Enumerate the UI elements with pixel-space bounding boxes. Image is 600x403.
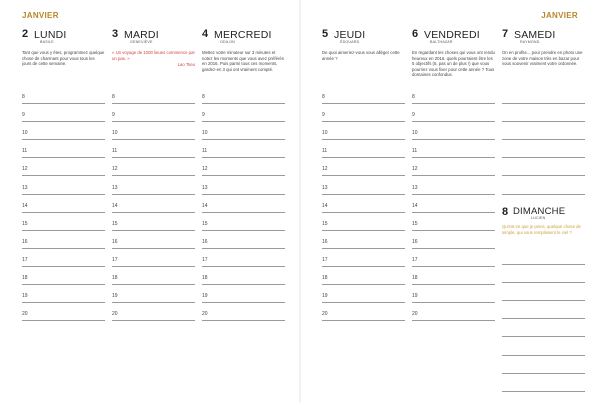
hour-row[interactable] bbox=[412, 145, 495, 158]
hour-label: 8 bbox=[322, 94, 325, 100]
hour-row[interactable] bbox=[112, 218, 195, 231]
hour-row[interactable] bbox=[202, 109, 285, 122]
hour-label: 12 bbox=[22, 166, 28, 173]
hour-label: 9 bbox=[412, 112, 415, 119]
day-prompt: On en profite... pour prendre en photo une zone de votre maison très en bazar pour vous souvenir vraiment votre ordonnée. bbox=[502, 50, 583, 67]
saint-name: ODILON bbox=[220, 40, 235, 44]
hour-row[interactable] bbox=[322, 290, 405, 303]
hour-row[interactable] bbox=[112, 200, 195, 213]
hour-label: 10 bbox=[322, 130, 328, 137]
hour-label: 13 bbox=[112, 184, 118, 191]
hour-label: 19 bbox=[412, 293, 418, 300]
day-number: 6 bbox=[412, 28, 419, 40]
hour-label: 20 bbox=[412, 311, 418, 318]
saint-name: BASILE bbox=[40, 40, 54, 44]
hour-label: 19 bbox=[322, 293, 328, 300]
hour-row[interactable] bbox=[322, 218, 405, 231]
hour-row[interactable] bbox=[322, 236, 405, 249]
saint-name: LUCIEN bbox=[531, 216, 546, 220]
hour-label: 13 bbox=[412, 184, 418, 191]
hour-row[interactable] bbox=[412, 254, 495, 267]
hour-row[interactable] bbox=[322, 163, 405, 176]
hour-label: 16 bbox=[22, 238, 28, 245]
hour-label: 18 bbox=[112, 275, 118, 281]
hour-row[interactable] bbox=[322, 145, 405, 158]
hour-label: 17 bbox=[112, 256, 118, 263]
hour-label: 9 bbox=[202, 112, 205, 119]
hour-row[interactable] bbox=[112, 127, 195, 140]
hour-row[interactable] bbox=[202, 272, 285, 285]
hour-row[interactable] bbox=[202, 200, 285, 213]
hour-label: 11 bbox=[202, 148, 208, 155]
hour-label: 15 bbox=[112, 220, 118, 227]
hour-row[interactable] bbox=[112, 272, 195, 285]
day-prompt: Tant que vous y êtes, programmez quelque chose de charmant pour vous tous les jours de cette semaine. bbox=[22, 50, 105, 67]
hour-label: 13 bbox=[202, 184, 208, 191]
note-line[interactable] bbox=[502, 91, 585, 104]
hour-row[interactable] bbox=[22, 254, 105, 267]
saint-name: GENEVIÈVE bbox=[130, 40, 153, 44]
hour-label: 15 bbox=[22, 220, 28, 227]
hour-label: 12 bbox=[202, 166, 208, 173]
hour-row[interactable] bbox=[322, 254, 405, 267]
day-name: VENDREDI bbox=[424, 29, 480, 41]
hour-label: 18 bbox=[202, 275, 208, 281]
hour-row[interactable] bbox=[412, 182, 495, 195]
month-header-right: JANVIER bbox=[541, 11, 578, 20]
saint-name: BALTHAZAR bbox=[430, 40, 453, 44]
day-column bbox=[112, 28, 195, 380]
hour-label: 13 bbox=[22, 184, 28, 191]
hour-label: 11 bbox=[412, 148, 418, 155]
hour-row[interactable] bbox=[322, 91, 405, 104]
hour-row[interactable] bbox=[322, 272, 405, 285]
hour-row[interactable] bbox=[22, 163, 105, 176]
hour-row[interactable] bbox=[412, 236, 495, 249]
hour-label: 14 bbox=[322, 202, 328, 209]
hour-label: 19 bbox=[22, 293, 28, 300]
hour-row[interactable] bbox=[202, 91, 285, 104]
hour-row[interactable] bbox=[202, 218, 285, 231]
hour-row[interactable] bbox=[22, 182, 105, 195]
hour-label: 15 bbox=[202, 220, 208, 227]
quote-author: Lao Tseu bbox=[177, 62, 195, 68]
hour-label: 11 bbox=[112, 148, 118, 155]
hour-row[interactable] bbox=[412, 91, 495, 104]
hour-label: 14 bbox=[202, 202, 208, 209]
hour-label: 14 bbox=[112, 202, 118, 209]
hour-label: 12 bbox=[322, 166, 328, 173]
day-prompt: En regardant les choses qui vous ont rendu heureux en 2016, quels pourraient être les 5 objectifs (5, pas un de plus !) que vous pourriez vous fixer pour cette année ? Tous domaines confondus. bbox=[412, 50, 495, 78]
hour-row[interactable] bbox=[22, 91, 105, 104]
day-number: 4 bbox=[202, 28, 209, 40]
note-line[interactable] bbox=[502, 109, 585, 122]
hour-row[interactable] bbox=[202, 163, 285, 176]
hour-row[interactable] bbox=[22, 290, 105, 303]
day-name: SAMEDI bbox=[514, 29, 556, 41]
day-number: 8 bbox=[502, 206, 509, 218]
day-quote-block bbox=[112, 50, 195, 68]
hour-label: 16 bbox=[412, 238, 418, 245]
note-line[interactable] bbox=[502, 264, 585, 265]
hour-label: 19 bbox=[202, 293, 208, 300]
hour-label: 10 bbox=[202, 130, 208, 137]
day-name: MARDI bbox=[124, 29, 159, 41]
hour-row[interactable] bbox=[202, 182, 285, 195]
hour-row[interactable] bbox=[112, 109, 195, 122]
hour-row[interactable] bbox=[112, 182, 195, 195]
hour-row[interactable] bbox=[202, 145, 285, 158]
hour-row[interactable] bbox=[412, 109, 495, 122]
hour-row[interactable] bbox=[202, 254, 285, 267]
day-number: 3 bbox=[112, 28, 119, 40]
hour-label: 8 bbox=[22, 94, 25, 100]
note-line[interactable] bbox=[502, 127, 585, 140]
hour-row[interactable] bbox=[412, 272, 495, 285]
hour-label: 16 bbox=[322, 238, 328, 245]
hour-label: 19 bbox=[112, 293, 118, 300]
hour-label: 20 bbox=[22, 311, 28, 318]
day-column bbox=[412, 28, 495, 380]
day-name: MERCREDI bbox=[214, 29, 272, 41]
day-prompt: De quoi aimeriez-vous vous alléger cette année ? bbox=[322, 50, 400, 61]
hour-row[interactable] bbox=[202, 308, 285, 321]
hour-row[interactable] bbox=[412, 308, 495, 321]
hour-row[interactable] bbox=[112, 163, 195, 176]
hour-row[interactable] bbox=[22, 200, 105, 213]
hour-row[interactable] bbox=[322, 109, 405, 122]
hour-row[interactable] bbox=[412, 200, 495, 213]
hour-row[interactable] bbox=[412, 163, 495, 176]
day-column bbox=[322, 28, 405, 380]
hour-row[interactable] bbox=[202, 290, 285, 303]
day-quote: « Un voyage de 1000 lieues commence par un pas. » bbox=[112, 50, 195, 61]
note-line[interactable] bbox=[502, 355, 585, 356]
month-header-left: JANVIER bbox=[22, 11, 59, 20]
hour-label: 10 bbox=[412, 130, 418, 137]
hour-label: 11 bbox=[22, 148, 28, 155]
hour-label: 18 bbox=[322, 275, 328, 281]
hour-label: 13 bbox=[322, 184, 328, 191]
saint-name: ÉDOUARD bbox=[340, 40, 360, 44]
hour-label: 16 bbox=[202, 238, 208, 245]
note-line[interactable] bbox=[502, 282, 585, 283]
hour-row[interactable] bbox=[22, 308, 105, 321]
day-name: JEUDI bbox=[334, 29, 366, 41]
hour-row[interactable] bbox=[22, 145, 105, 158]
hour-row[interactable] bbox=[22, 127, 105, 140]
hour-row[interactable] bbox=[22, 236, 105, 249]
hour-row[interactable] bbox=[112, 236, 195, 249]
hour-label: 15 bbox=[412, 220, 418, 227]
hour-row[interactable] bbox=[112, 254, 195, 267]
hour-label: 8 bbox=[412, 94, 415, 100]
hour-row[interactable] bbox=[112, 145, 195, 158]
hour-row[interactable] bbox=[112, 290, 195, 303]
hour-row[interactable] bbox=[112, 91, 195, 104]
sunday-prompt: Qu'est-ce que je peins, quelque chose de simple, qui vous remplissent le ciel ? bbox=[502, 224, 581, 235]
hour-row[interactable] bbox=[22, 218, 105, 231]
hour-label: 17 bbox=[202, 256, 208, 263]
hour-row[interactable] bbox=[322, 200, 405, 213]
hour-label: 8 bbox=[202, 94, 205, 100]
day-prompt: Mettez votre minuteur sur 3 minutes et notez les moments que vous avez préférés en 2016. Puis parmi tous ces moments, gardez-en 3 qui ont vraiment compté. bbox=[202, 50, 284, 72]
day-column bbox=[202, 28, 285, 380]
note-line[interactable] bbox=[502, 336, 585, 337]
hour-label: 12 bbox=[412, 166, 418, 173]
hour-label: 17 bbox=[412, 256, 418, 263]
hour-label: 18 bbox=[22, 275, 28, 281]
hour-label: 20 bbox=[202, 311, 208, 318]
note-line[interactable] bbox=[502, 182, 585, 195]
hour-label: 14 bbox=[412, 202, 418, 209]
hour-label: 20 bbox=[112, 311, 118, 318]
hour-label: 9 bbox=[322, 112, 325, 119]
note-line[interactable] bbox=[502, 145, 585, 158]
day-number: 7 bbox=[502, 28, 509, 40]
hour-label: 12 bbox=[112, 166, 118, 173]
note-line[interactable] bbox=[502, 318, 585, 319]
hour-row[interactable] bbox=[412, 290, 495, 303]
hour-label: 9 bbox=[112, 112, 115, 119]
hour-row[interactable] bbox=[112, 308, 195, 321]
hour-label: 20 bbox=[322, 311, 328, 318]
day-name: LUNDI bbox=[34, 29, 67, 41]
note-line[interactable] bbox=[502, 163, 585, 176]
day-column bbox=[22, 28, 105, 380]
hour-row[interactable] bbox=[412, 218, 495, 231]
hour-label: 9 bbox=[22, 112, 25, 119]
hour-row[interactable] bbox=[322, 308, 405, 321]
note-line[interactable] bbox=[502, 300, 585, 301]
note-line[interactable] bbox=[502, 373, 585, 374]
saint-name: RAYMOND bbox=[520, 40, 540, 44]
hour-row[interactable] bbox=[202, 236, 285, 249]
day-number: 5 bbox=[322, 28, 329, 40]
hour-label: 11 bbox=[322, 148, 328, 155]
hour-row[interactable] bbox=[322, 182, 405, 195]
hour-label: 10 bbox=[112, 130, 118, 137]
hour-row[interactable] bbox=[202, 127, 285, 140]
hour-label: 17 bbox=[22, 256, 28, 263]
day-number: 2 bbox=[22, 28, 29, 40]
hour-row[interactable] bbox=[412, 127, 495, 140]
hour-row[interactable] bbox=[322, 127, 405, 140]
page-gutter bbox=[299, 0, 301, 403]
hour-label: 17 bbox=[322, 256, 328, 263]
hour-label: 10 bbox=[22, 130, 28, 137]
hour-label: 16 bbox=[112, 238, 118, 245]
hour-label: 8 bbox=[112, 94, 115, 100]
hour-label: 18 bbox=[412, 275, 418, 281]
note-line[interactable] bbox=[502, 391, 585, 392]
hour-label: 14 bbox=[22, 202, 28, 209]
hour-row[interactable] bbox=[22, 272, 105, 285]
day-name: DIMANCHE bbox=[513, 206, 566, 217]
hour-row[interactable] bbox=[22, 109, 105, 122]
hour-label: 15 bbox=[322, 220, 328, 227]
day-column bbox=[502, 28, 585, 380]
